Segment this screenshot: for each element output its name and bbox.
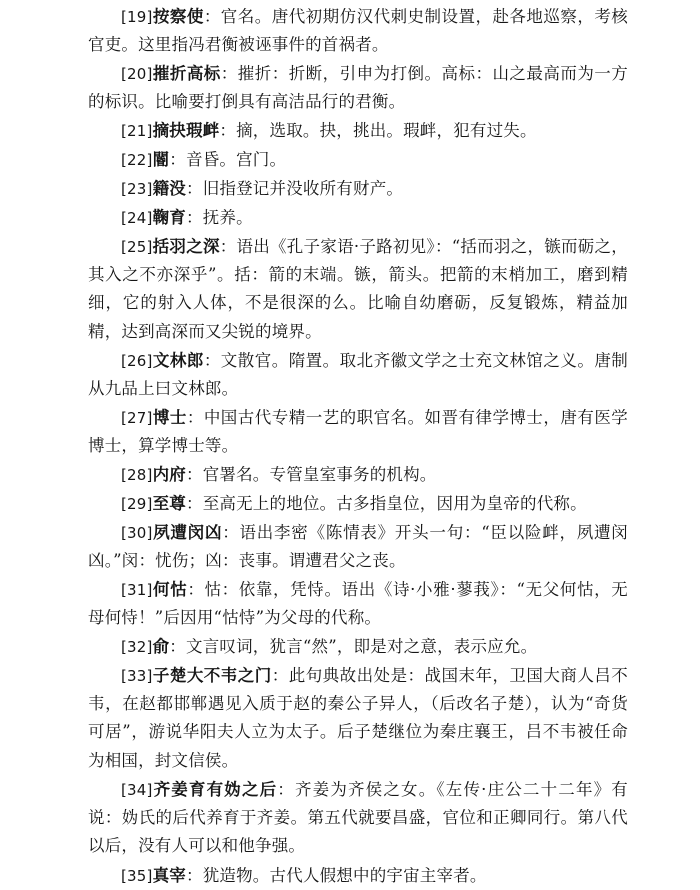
note-number: [33] (121, 667, 153, 685)
note-term: 括羽之深 (152, 237, 220, 256)
note-body: ：语出《孔子家语·子路初见》：“括而羽之，镞而砺之，其入之不亦深乎”。括：箭的末端。镞，箭头。把箭的末梢加工，磨到精细，它的射入人体，不是很深的么。比喻自幼磨砺，反复锻炼，精益加精，达到高深而又尖锐的境界。 (88, 237, 628, 341)
note-21 (88, 117, 628, 145)
note-19 (88, 3, 628, 59)
note-term: 内府 (152, 465, 186, 484)
note-25 (88, 233, 628, 346)
note-body: ：音昏。宫门。 (169, 150, 287, 169)
note-body: ：怙：依靠，凭恃。语出《诗·小雅·蓼莪》：“无父何怙，无母何恃！”后因用“怙恃”为父母的代称。 (88, 580, 629, 628)
note-body: ：文散官。隋置。取北齐徽文学之士充文林馆之义。唐制从九品上曰文林郎。 (88, 351, 628, 399)
note-term: 夙遭闵凶 (152, 523, 223, 542)
note-body: ：犹造物。古代人假想中的宇宙主宰者。 (186, 866, 487, 885)
note-number: [27] (121, 409, 153, 427)
note-term: 至尊 (152, 494, 186, 513)
note-number: [21] (121, 122, 153, 140)
note-body: ：中国古代专精一艺的职官名。如晋有律学博士，唐有医学博士，算学博士等。 (88, 408, 629, 456)
note-number: [30] (121, 524, 153, 542)
note-term: 摘抉瑕衅 (152, 121, 220, 140)
note-body: ：至高无上的地位。古多指皇位，因用为皇帝的代称。 (186, 494, 587, 513)
note-23 (88, 175, 628, 203)
note-number: [23] (121, 180, 153, 198)
note-number: [25] (121, 238, 153, 256)
note-number: [24] (121, 209, 153, 227)
note-number: [31] (121, 581, 153, 599)
note-22 (88, 146, 628, 174)
note-body: ：此句典故出处是：战国末年，卫国大商人吕不韦，在赵都邯郸遇见入质于赵的秦公子异人，（后改名子楚），认为“奇货可居”，游说华阳夫人立为太子。后子楚继位为秦庄襄王，吕不韦被任命为相国，封文信侯。 (88, 666, 629, 770)
note-term: 子楚大不韦之门 (152, 666, 272, 685)
note-term: 文林郎 (152, 351, 204, 370)
note-term: 俞 (152, 637, 170, 656)
note-term: 按察使 (152, 7, 204, 26)
note-term: 鞠育 (152, 208, 186, 227)
note-number: [22] (121, 151, 153, 169)
note-30 (88, 519, 628, 575)
note-term: 齐姜育有妫之后 (152, 780, 278, 799)
note-body: ：抚养。 (186, 208, 253, 227)
note-term: 摧折高标 (152, 64, 221, 83)
note-number: [28] (121, 466, 153, 484)
note-body: ：齐姜为齐侯之女。《左传·庄公二十二年》有说：妫氏的后代养育于齐姜。第五代就要昌盛，官位和正卿同行。第八代以后，没有人可以和他争强。 (88, 780, 628, 856)
note-body: ：官名。唐代初期仿汉代刺史制设置，赴各地巡察，考核官吏。这里指冯君衡被诬事件的首祸者。 (88, 7, 628, 55)
note-body: ：摘，选取。抉，挑出。瑕衅，犯有过失。 (219, 121, 537, 140)
note-term: 真宰 (152, 866, 186, 885)
note-number: [20] (121, 65, 153, 83)
note-body: ：摧折：折断，引申为打倒。高标：山之最高而为一方的标识。比喻要打倒具有高洁品行的君衡。 (88, 64, 628, 112)
note-20 (88, 60, 628, 116)
note-number: [34] (121, 781, 153, 799)
note-term: 閽 (152, 150, 170, 169)
note-body: ：官署名。专管皇室事务的机构。 (186, 465, 437, 484)
note-number: [26] (121, 352, 153, 370)
note-number: [35] (121, 867, 153, 885)
note-term: 博士 (152, 408, 187, 427)
note-26 (88, 347, 628, 403)
note-27 (88, 404, 628, 460)
note-number: [32] (121, 638, 153, 656)
note-32 (88, 633, 628, 661)
note-body: ：旧指登记并没收所有财产。 (186, 179, 404, 198)
note-35 (88, 862, 628, 890)
note-24 (88, 204, 628, 232)
note-31 (88, 576, 628, 632)
note-body: ：语出李密《陈情表》开头一句：“臣以险衅，夙遭闵凶。”闵：忧伤；凶：丧事。谓遭君父之丧。 (88, 523, 628, 571)
note-term: 籍没 (152, 179, 186, 198)
note-term: 何怙 (152, 580, 188, 599)
note-28 (88, 461, 628, 489)
note-33 (88, 662, 628, 775)
note-body: ：文言叹词，犹言“然”，即是对之意，表示应允。 (169, 637, 538, 656)
note-number: [29] (121, 495, 153, 513)
note-number: [19] (121, 8, 153, 26)
note-29 (88, 490, 628, 518)
